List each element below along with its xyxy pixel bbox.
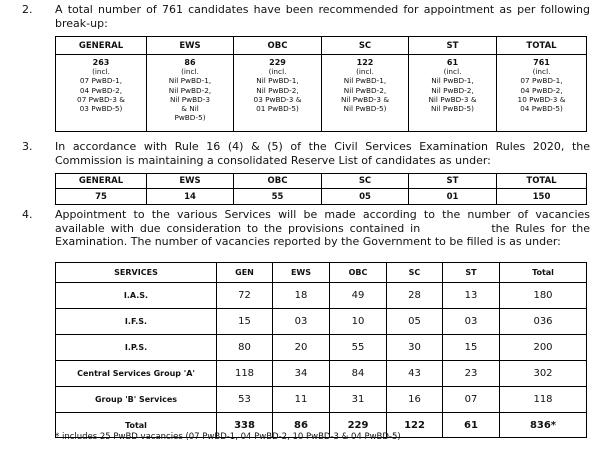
cell-sc: 05 bbox=[387, 309, 443, 335]
cell-st: 07 bbox=[443, 387, 500, 413]
cell-value: 263 bbox=[92, 58, 110, 67]
service-name: Group 'B' Services bbox=[56, 387, 217, 413]
cell-total: 118 bbox=[500, 387, 587, 413]
cell-obc: 84 bbox=[330, 361, 387, 387]
cell-detail: Nil PwBD-3 & bbox=[428, 94, 477, 104]
item-2-text: A total number of 761 candidates have been recommended for appointment as per following break-up: bbox=[55, 3, 590, 30]
table-header-row bbox=[56, 263, 587, 283]
cell-detail: Nil PwBD-2, bbox=[256, 85, 299, 95]
cell-ews: 20 bbox=[273, 335, 330, 361]
cell-ews: 18 bbox=[273, 283, 330, 309]
col-header-total: TOTAL bbox=[497, 174, 587, 189]
cell-st bbox=[409, 55, 497, 132]
cell-obc: 55 bbox=[330, 335, 387, 361]
cell-value: 61 bbox=[446, 58, 459, 67]
cell-gen: 15 bbox=[217, 309, 273, 335]
cell-detail: Nil PwBD-2, bbox=[168, 85, 212, 95]
cell-st: 13 bbox=[443, 283, 500, 309]
cell-general: 75 bbox=[56, 189, 147, 205]
cell-sc: 122 bbox=[387, 413, 443, 438]
cell-detail: (incl. bbox=[268, 67, 287, 77]
item-4-number: 4. bbox=[22, 208, 33, 221]
cell-gen: 338 bbox=[217, 413, 273, 438]
cell-detail: 04 PwBD-5) bbox=[520, 104, 563, 114]
table-row bbox=[56, 283, 587, 309]
table-header-row bbox=[56, 174, 587, 189]
cell-obc bbox=[234, 55, 322, 132]
cell-detail: Nil PwBD-5) bbox=[431, 104, 474, 114]
service-name: I.P.S. bbox=[56, 335, 217, 361]
cell-gen: 53 bbox=[217, 387, 273, 413]
reserve-list-table bbox=[55, 173, 587, 205]
cell-st: 03 bbox=[443, 309, 500, 335]
cell-detail: Nil PwBD-5) bbox=[343, 104, 387, 114]
cell-detail: (incl. bbox=[356, 67, 374, 77]
item-2-number: 2. bbox=[22, 3, 33, 16]
col-header-ews: EWS bbox=[147, 37, 234, 55]
vacancies-table bbox=[55, 262, 587, 438]
cell-general bbox=[56, 55, 147, 132]
col-header-services: SERVICES bbox=[56, 263, 217, 283]
cell-detail: 03 PwBD-3 & bbox=[253, 94, 302, 104]
cell-ews: 14 bbox=[147, 189, 234, 205]
table-row bbox=[56, 189, 587, 205]
col-header-gen: GEN bbox=[217, 263, 273, 283]
col-header-st: ST bbox=[409, 174, 497, 189]
cell-sc: 30 bbox=[387, 335, 443, 361]
item-3-number: 3. bbox=[22, 140, 33, 153]
col-header-general: GENERAL bbox=[56, 174, 147, 189]
cell-detail: 07 PwBD-1, bbox=[79, 76, 123, 86]
cell-sc: 05 bbox=[322, 189, 409, 205]
col-header-ews: EWS bbox=[273, 263, 330, 283]
col-header-sc: SC bbox=[387, 263, 443, 283]
total-label: Total bbox=[56, 413, 217, 438]
recommended-breakup-table bbox=[55, 36, 587, 132]
cell-detail: (incl. bbox=[532, 67, 551, 77]
cell-detail: Nil PwBD-1, bbox=[431, 76, 474, 86]
cell-detail: (incl. bbox=[443, 67, 462, 77]
cell-ews bbox=[147, 55, 234, 132]
cell-detail: 04 PwBD-2, bbox=[520, 85, 563, 95]
cell-detail: 03 PwBD-5) bbox=[79, 104, 123, 114]
cell-gen: 80 bbox=[217, 335, 273, 361]
col-header-total: TOTAL bbox=[497, 37, 587, 55]
item-3-text: In accordance with Rule 16 (4) & (5) of the Civil Services Examination Rules 2020, the Commission is maintaining a consolidated Reserve List of candidates as under: bbox=[55, 140, 590, 167]
table-row bbox=[56, 55, 587, 132]
cell-detail: 01 PwBD-5) bbox=[256, 104, 299, 114]
cell-value: 229 bbox=[269, 58, 286, 67]
cell-value: 761 bbox=[533, 58, 550, 67]
cell-detail: 07 PwBD-1, bbox=[520, 76, 563, 86]
cell-ews: 11 bbox=[273, 387, 330, 413]
col-header-obc: OBC bbox=[330, 263, 387, 283]
cell-obc: 31 bbox=[330, 387, 387, 413]
cell-total bbox=[497, 55, 587, 132]
cell-st: 01 bbox=[409, 189, 497, 205]
cell-ews: 03 bbox=[273, 309, 330, 335]
table-row bbox=[56, 361, 587, 387]
cell-value: 86 bbox=[184, 58, 196, 67]
cell-gen: 72 bbox=[217, 283, 273, 309]
cell-detail: Nil PwBD-3 bbox=[169, 94, 211, 104]
table-row bbox=[56, 309, 587, 335]
col-header-general: GENERAL bbox=[56, 37, 147, 55]
cell-st: 23 bbox=[443, 361, 500, 387]
cell-detail: PwBD-5) bbox=[174, 113, 206, 123]
cell-st: 15 bbox=[443, 335, 500, 361]
cell-detail: (incl. bbox=[92, 67, 110, 77]
cell-detail: Nil PwBD-1, bbox=[256, 76, 299, 86]
col-header-sc: SC bbox=[322, 174, 409, 189]
col-header-obc: OBC bbox=[234, 174, 322, 189]
col-header-sc: SC bbox=[322, 37, 409, 55]
col-header-st: ST bbox=[409, 37, 497, 55]
cell-total: 200 bbox=[500, 335, 587, 361]
cell-sc: 28 bbox=[387, 283, 443, 309]
cell-obc: 229 bbox=[330, 413, 387, 438]
cell-ews: 86 bbox=[273, 413, 330, 438]
cell-obc: 10 bbox=[330, 309, 387, 335]
cell-detail: 07 PwBD-3 & bbox=[77, 94, 125, 104]
cell-obc: 49 bbox=[330, 283, 387, 309]
cell-gen: 118 bbox=[217, 361, 273, 387]
cell-total: 150 bbox=[497, 189, 587, 205]
cell-detail: Nil PwBD-1, bbox=[168, 76, 212, 86]
cell-detail: 04 PwBD-2, bbox=[79, 85, 123, 95]
cell-detail: & Nil bbox=[181, 104, 199, 114]
cell-detail: (incl. bbox=[181, 67, 199, 77]
cell-ews: 34 bbox=[273, 361, 330, 387]
table-row bbox=[56, 335, 587, 361]
cell-sc: 16 bbox=[387, 387, 443, 413]
cell-total: 180 bbox=[500, 283, 587, 309]
cell-detail: Nil PwBD-2, bbox=[431, 85, 474, 95]
table-row bbox=[56, 387, 587, 413]
service-name: Central Services Group 'A' bbox=[56, 361, 217, 387]
cell-total: 302 bbox=[500, 361, 587, 387]
col-header-obc: OBC bbox=[234, 37, 322, 55]
cell-sc bbox=[322, 55, 409, 132]
cell-detail: 10 PwBD-3 & bbox=[517, 94, 566, 104]
table-header-row bbox=[56, 37, 587, 55]
service-name: I.A.S. bbox=[56, 283, 217, 309]
cell-obc: 55 bbox=[234, 189, 322, 205]
col-header-total: Total bbox=[500, 263, 587, 283]
cell-value: 122 bbox=[356, 58, 374, 67]
cell-total: 036 bbox=[500, 309, 587, 335]
cell-total: 836* bbox=[500, 413, 587, 438]
service-name: I.F.S. bbox=[56, 309, 217, 335]
item-4-text: Appointment to the various Services will be made according to the number of vacancies available with due consideration to the provisions contained in the Rules for the Examination. The number of vacancies reported by the Government to be filled is as under: bbox=[55, 208, 594, 248]
cell-detail: Nil PwBD-2, bbox=[343, 85, 387, 95]
cell-detail: Nil PwBD-1, bbox=[343, 76, 387, 86]
footnote: * includes 25 PwBD vacancies (07 PwBD-1, 04 PwBD-2, 10 PwBD-3 & 04 PwBD-5) bbox=[55, 432, 401, 442]
col-header-ews: EWS bbox=[147, 174, 234, 189]
col-header-st: ST bbox=[443, 263, 500, 283]
cell-st: 61 bbox=[443, 413, 500, 438]
cell-sc: 43 bbox=[387, 361, 443, 387]
cell-detail: Nil PwBD-3 & bbox=[340, 94, 390, 104]
